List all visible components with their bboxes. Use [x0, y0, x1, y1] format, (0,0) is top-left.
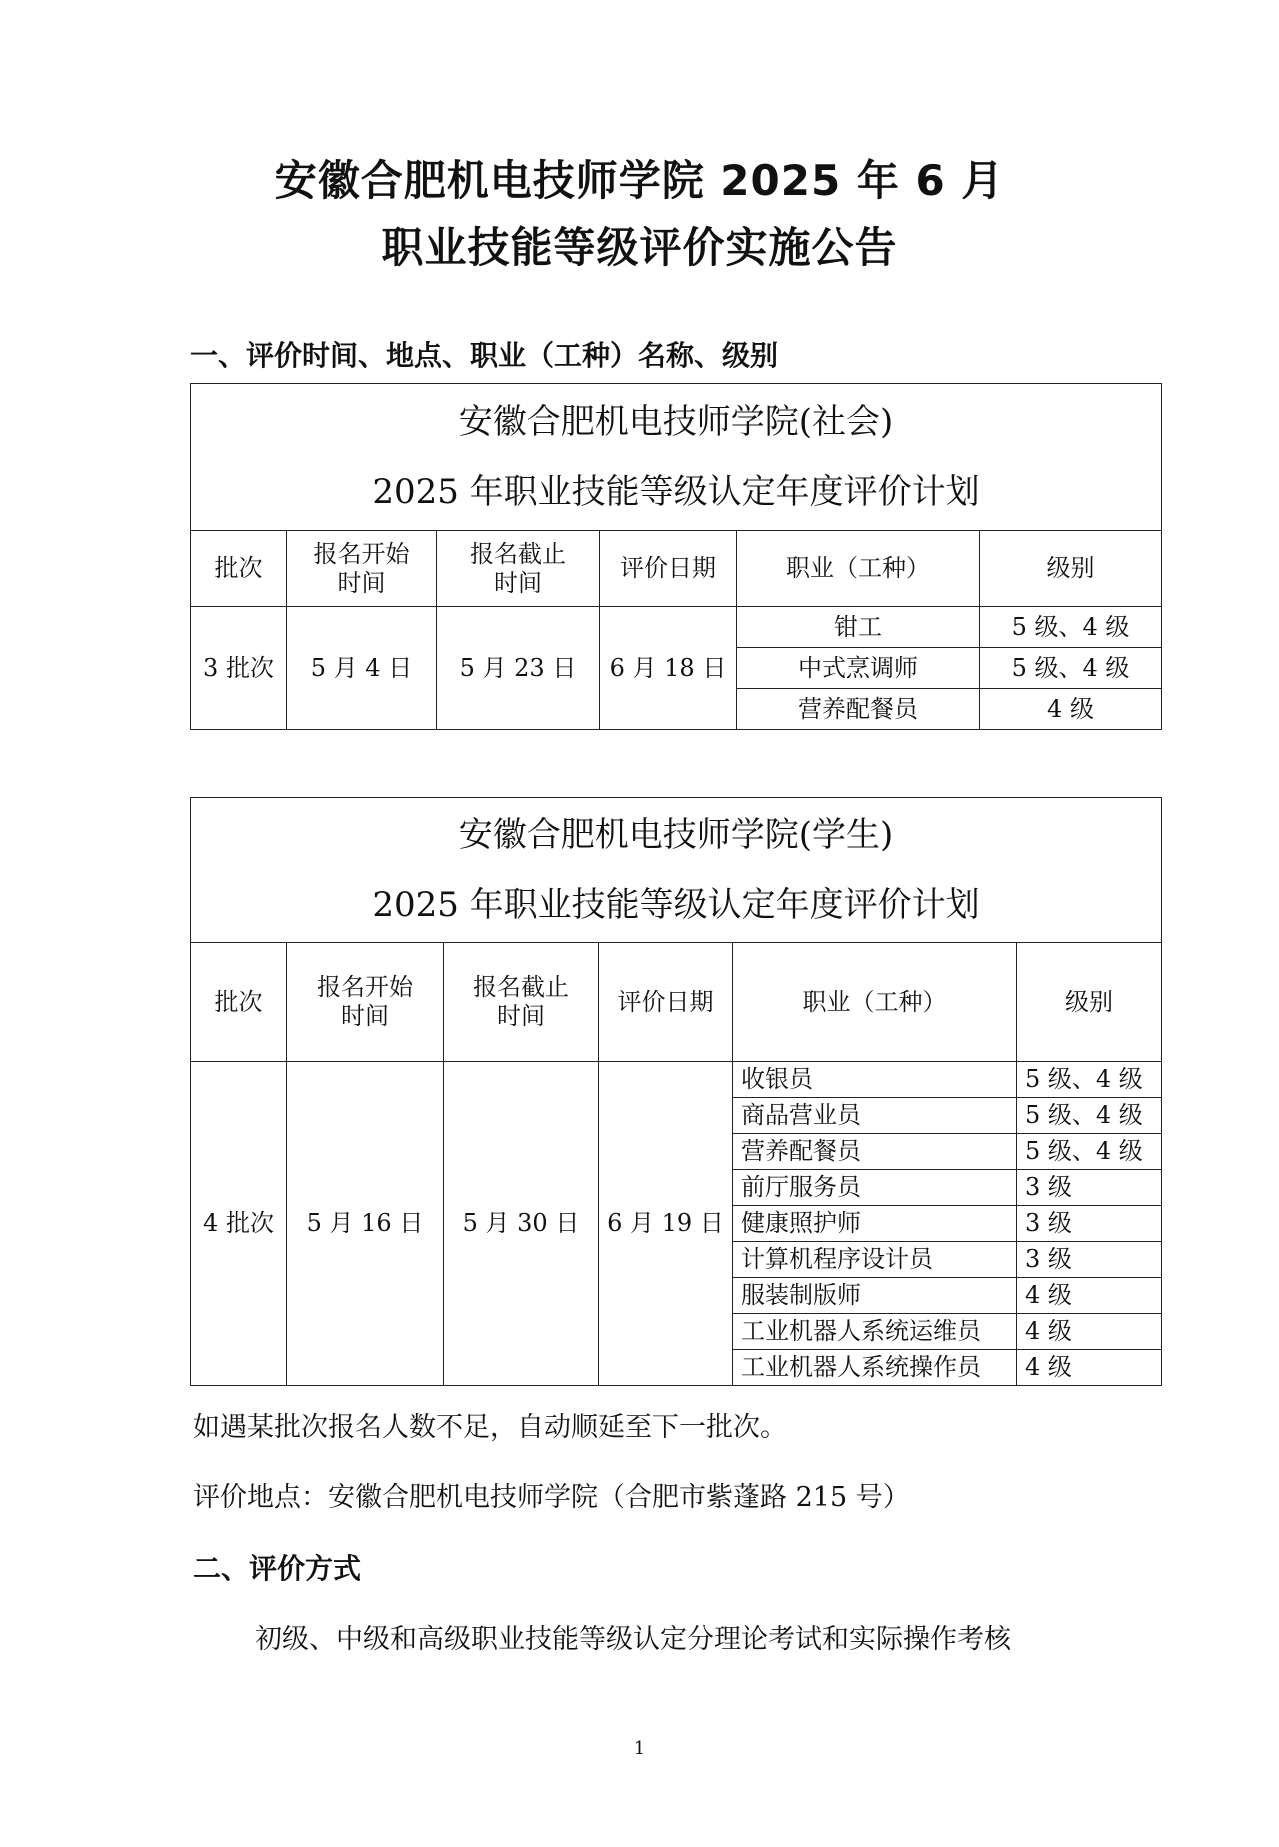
student-level: 4 级 — [1017, 1278, 1162, 1314]
header-job: 职业（工种） — [733, 943, 1017, 1062]
document-title-line1: 安徽合肥机电技师学院 2025 年 6 月 — [274, 156, 1005, 205]
student-level: 3 级 — [1017, 1242, 1162, 1278]
student-table-caption — [191, 798, 1162, 943]
header-end: 报名截止 时间 — [444, 943, 599, 1062]
header-job: 职业（工种） — [737, 531, 980, 607]
student-date: 6 月 19 日 — [599, 1062, 733, 1386]
student-level: 3 级 — [1017, 1170, 1162, 1206]
student-job: 健康照护师 — [733, 1206, 1017, 1242]
social-end: 5 月 23 日 — [437, 607, 600, 730]
student-level: 5 级、4 级 — [1017, 1098, 1162, 1134]
section2-body: 初级、中级和高级职业技能等级认定分理论考试和实际操作考核 — [255, 1624, 1011, 1655]
social-job: 钳工 — [737, 607, 980, 648]
header-start: 报名开始 时间 — [287, 531, 437, 607]
student-job: 前厅服务员 — [733, 1170, 1017, 1206]
batch-note: 如遇某批次报名人数不足，自动顺延至下一批次。 — [193, 1412, 787, 1443]
student-header-row — [191, 943, 1162, 1062]
student-job: 商品营业员 — [733, 1098, 1017, 1134]
social-start: 5 月 4 日 — [287, 607, 437, 730]
student-level: 4 级 — [1017, 1350, 1162, 1386]
social-batch: 3 批次 — [191, 607, 287, 730]
social-plan-table — [190, 383, 1162, 730]
social-table-caption — [191, 384, 1162, 531]
student-caption-line2: 2025 年职业技能等级认定年度评价计划 — [372, 885, 980, 925]
social-level: 5 级、4 级 — [980, 607, 1162, 648]
document-title-line2: 职业技能等级评价实施公告 — [381, 223, 898, 272]
header-batch: 批次 — [191, 943, 287, 1062]
section2-heading: 二、评价方式 — [193, 1552, 362, 1585]
student-job: 收银员 — [733, 1062, 1017, 1098]
header-level: 级别 — [1017, 943, 1162, 1062]
student-job: 工业机器人系统运维员 — [733, 1314, 1017, 1350]
student-level: 5 级、4 级 — [1017, 1062, 1162, 1098]
student-caption-line1: 安徽合肥机电技师学院(学生) — [458, 815, 894, 855]
table-row — [191, 1062, 1162, 1098]
social-level: 5 级、4 级 — [980, 648, 1162, 689]
header-end: 报名截止 时间 — [437, 531, 600, 607]
social-caption-line2: 2025 年职业技能等级认定年度评价计划 — [372, 472, 980, 512]
student-level: 4 级 — [1017, 1314, 1162, 1350]
student-job: 计算机程序设计员 — [733, 1242, 1017, 1278]
social-header-row — [191, 531, 1162, 607]
social-caption-line1: 安徽合肥机电技师学院(社会) — [458, 402, 894, 442]
header-date: 评价日期 — [600, 531, 737, 607]
student-end: 5 月 30 日 — [444, 1062, 599, 1386]
header-start: 报名开始 时间 — [287, 943, 444, 1062]
student-job: 服装制版师 — [733, 1278, 1017, 1314]
student-plan-table — [190, 797, 1162, 1386]
student-job: 营养配餐员 — [733, 1134, 1017, 1170]
social-job: 中式烹调师 — [737, 648, 980, 689]
student-level: 3 级 — [1017, 1206, 1162, 1242]
table-row — [191, 607, 1162, 648]
student-batch: 4 批次 — [191, 1062, 287, 1386]
section1-heading: 一、评价时间、地点、职业（工种）名称、级别 — [190, 339, 779, 372]
social-level: 4 级 — [980, 689, 1162, 730]
student-job: 工业机器人系统操作员 — [733, 1350, 1017, 1386]
social-date: 6 月 18 日 — [600, 607, 737, 730]
header-batch: 批次 — [191, 531, 287, 607]
student-start: 5 月 16 日 — [287, 1062, 444, 1386]
student-level: 5 级、4 级 — [1017, 1134, 1162, 1170]
page-number: 1 — [633, 1738, 646, 1759]
header-date: 评价日期 — [599, 943, 733, 1062]
social-job: 营养配餐员 — [737, 689, 980, 730]
evaluation-location: 评价地点：安徽合肥机电技师学院（合肥市紫蓬路 215 号） — [193, 1482, 910, 1513]
header-level: 级别 — [980, 531, 1162, 607]
